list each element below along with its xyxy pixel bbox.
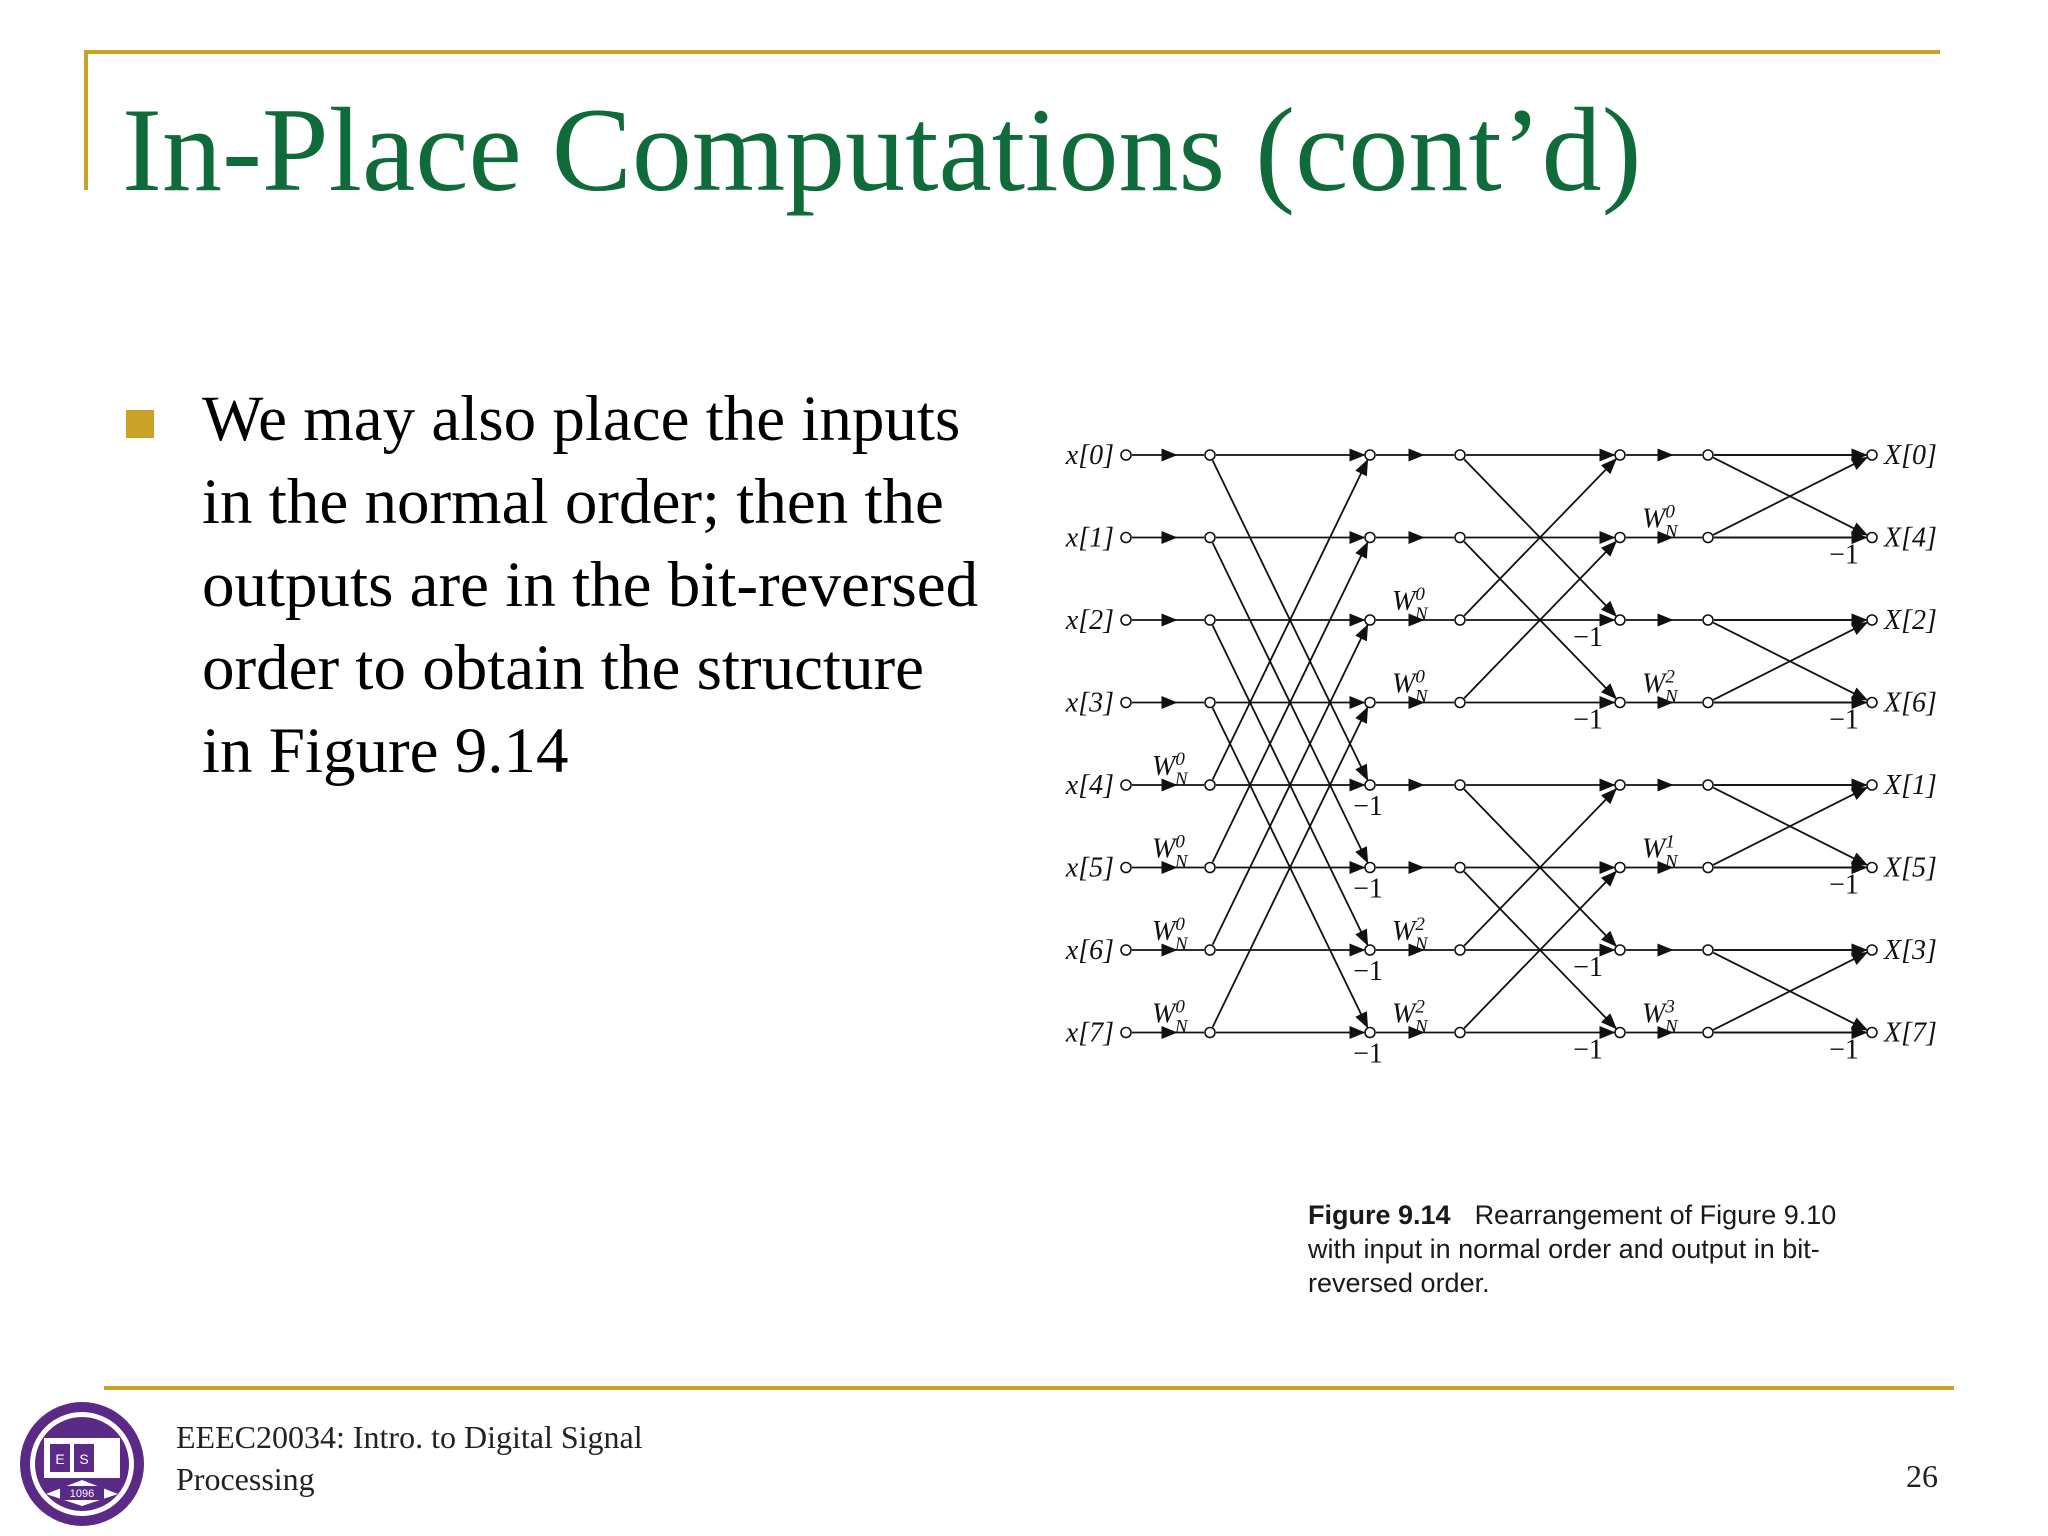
graph-node bbox=[1867, 533, 1877, 543]
graph-node bbox=[1365, 450, 1375, 460]
output-label: X[6] bbox=[1884, 687, 1937, 719]
graph-node bbox=[1205, 1028, 1215, 1038]
graph-node bbox=[1455, 1028, 1465, 1038]
page-number: 26 bbox=[1906, 1458, 1938, 1494]
twiddle-label: $W^1$ N bbox=[1642, 831, 1678, 873]
graph-node bbox=[1121, 1028, 1131, 1038]
graph-node bbox=[1455, 698, 1465, 708]
output-label: X[7] bbox=[1884, 1017, 1937, 1049]
footer-course-title: EEEC20034: Intro. to Digital Signal Processing bbox=[176, 1419, 643, 1497]
minus-one-label: −1 bbox=[1573, 952, 1603, 983]
twiddle-label: $W^2$ N bbox=[1392, 996, 1428, 1038]
bullet-square-icon bbox=[126, 410, 154, 438]
graph-node bbox=[1121, 780, 1131, 790]
twiddle-label: $W^3$ N bbox=[1642, 996, 1678, 1038]
graph-node bbox=[1703, 863, 1713, 873]
graph-node bbox=[1615, 945, 1625, 955]
graph-node bbox=[1615, 615, 1625, 625]
svg-text:1096: 1096 bbox=[69, 1488, 95, 1500]
graph-node bbox=[1205, 450, 1215, 460]
graph-node bbox=[1365, 615, 1375, 625]
graph-node bbox=[1365, 945, 1375, 955]
graph-node bbox=[1365, 698, 1375, 708]
graph-node bbox=[1365, 863, 1375, 873]
graph-node bbox=[1205, 945, 1215, 955]
graph-node bbox=[1365, 1028, 1375, 1038]
input-label: x[6] bbox=[1065, 935, 1114, 966]
output-label: X[1] bbox=[1884, 770, 1937, 801]
graph-node bbox=[1867, 615, 1877, 625]
graph-node bbox=[1121, 450, 1131, 460]
twiddle-label: $W^0$ N bbox=[1392, 584, 1428, 625]
graph-node bbox=[1703, 945, 1713, 955]
minus-one-label: −1 bbox=[1829, 539, 1859, 571]
graph-node bbox=[1615, 698, 1625, 708]
twiddle-label: $W^0$ N bbox=[1152, 831, 1188, 873]
graph-node bbox=[1703, 450, 1713, 460]
figure-caption bbox=[1308, 1198, 1868, 1300]
caption-label: Figure 9.14 bbox=[1308, 1200, 1451, 1230]
graph-node bbox=[1867, 945, 1877, 955]
graph-node bbox=[1205, 533, 1215, 543]
graph-node bbox=[1867, 863, 1877, 873]
input-label: x[0] bbox=[1065, 440, 1114, 471]
output-label: X[5] bbox=[1884, 852, 1937, 884]
output-label: X[3] bbox=[1884, 935, 1937, 966]
svg-text:E: E bbox=[55, 1451, 65, 1467]
minus-one-label: −1 bbox=[1573, 704, 1603, 736]
minus-one-label: −1 bbox=[1573, 1034, 1603, 1066]
slide-title: In-Place Computations (cont’d) bbox=[122, 83, 1642, 216]
output-label: X[2] bbox=[1884, 605, 1937, 636]
graph-node bbox=[1455, 945, 1465, 955]
graph-node bbox=[1205, 863, 1215, 873]
output-label: X[0] bbox=[1884, 440, 1937, 471]
graph-node bbox=[1121, 533, 1131, 543]
graph-node bbox=[1703, 780, 1713, 790]
graph-node bbox=[1703, 533, 1713, 543]
graph-node bbox=[1455, 863, 1465, 873]
university-seal-logo bbox=[16, 1398, 148, 1530]
graph-node bbox=[1205, 615, 1215, 625]
twiddle-label: $W^0$ N bbox=[1152, 914, 1188, 955]
graph-node bbox=[1455, 450, 1465, 460]
input-label: x[4] bbox=[1065, 770, 1114, 801]
output-label: X[4] bbox=[1884, 522, 1937, 554]
graph-node bbox=[1867, 1028, 1877, 1038]
caption-text: Rearrangement of Figure 9.10 with input in normal order and output in bit-reversed order. bbox=[1308, 1200, 1837, 1298]
minus-one-label: −1 bbox=[1353, 791, 1383, 822]
twiddle-label: $W^0$ N bbox=[1152, 996, 1188, 1038]
input-label: x[1] bbox=[1065, 522, 1114, 554]
bottom-accent-rule bbox=[104, 1386, 1954, 1390]
graph-node bbox=[1867, 780, 1877, 790]
graph-node bbox=[1365, 533, 1375, 543]
graph-node bbox=[1703, 615, 1713, 625]
minus-one-label: −1 bbox=[1353, 1038, 1383, 1070]
input-label: x[5] bbox=[1065, 852, 1114, 884]
graph-node bbox=[1121, 615, 1131, 625]
graph-node bbox=[1615, 1028, 1625, 1038]
minus-one-label: −1 bbox=[1829, 1034, 1859, 1066]
svg-text:S: S bbox=[79, 1451, 89, 1467]
graph-node bbox=[1615, 863, 1625, 873]
graph-node bbox=[1455, 533, 1465, 543]
input-label: x[2] bbox=[1065, 605, 1114, 636]
input-label: x[3] bbox=[1065, 687, 1114, 719]
minus-one-label: −1 bbox=[1573, 622, 1603, 653]
graph-node bbox=[1867, 698, 1877, 708]
graph-node bbox=[1703, 698, 1713, 708]
graph-node bbox=[1703, 1028, 1713, 1038]
graph-node bbox=[1205, 780, 1215, 790]
graph-node bbox=[1205, 698, 1215, 708]
graph-node bbox=[1121, 863, 1131, 873]
graph-node bbox=[1615, 450, 1625, 460]
minus-one-label: −1 bbox=[1829, 704, 1859, 736]
minus-one-label: −1 bbox=[1353, 873, 1383, 905]
graph-node bbox=[1455, 615, 1465, 625]
butterfly-flow-graph bbox=[1040, 420, 1960, 1080]
minus-one-label: −1 bbox=[1829, 869, 1859, 901]
minus-one-label: −1 bbox=[1353, 956, 1383, 987]
graph-node bbox=[1121, 945, 1131, 955]
twiddle-label: $W^0$ N bbox=[1642, 501, 1678, 543]
input-label: x[7] bbox=[1065, 1017, 1114, 1049]
twiddle-label: $W^0$ N bbox=[1152, 749, 1188, 790]
graph-node bbox=[1121, 698, 1131, 708]
left-accent-rule bbox=[84, 50, 88, 190]
top-accent-rule bbox=[84, 50, 1940, 54]
graph-node bbox=[1365, 780, 1375, 790]
twiddle-label: $W^0$ N bbox=[1392, 666, 1428, 708]
twiddle-label: $W^2$ N bbox=[1392, 914, 1428, 955]
bullet-text: We may also place the inputs in the normal order; then the outputs are in the bit-reversed order to obtain the structure in Figure 9.14 bbox=[202, 383, 979, 787]
graph-node bbox=[1455, 780, 1465, 790]
twiddle-label: $W^2$ N bbox=[1642, 666, 1678, 708]
graph-node bbox=[1867, 450, 1877, 460]
graph-node bbox=[1615, 780, 1625, 790]
graph-node bbox=[1615, 533, 1625, 543]
